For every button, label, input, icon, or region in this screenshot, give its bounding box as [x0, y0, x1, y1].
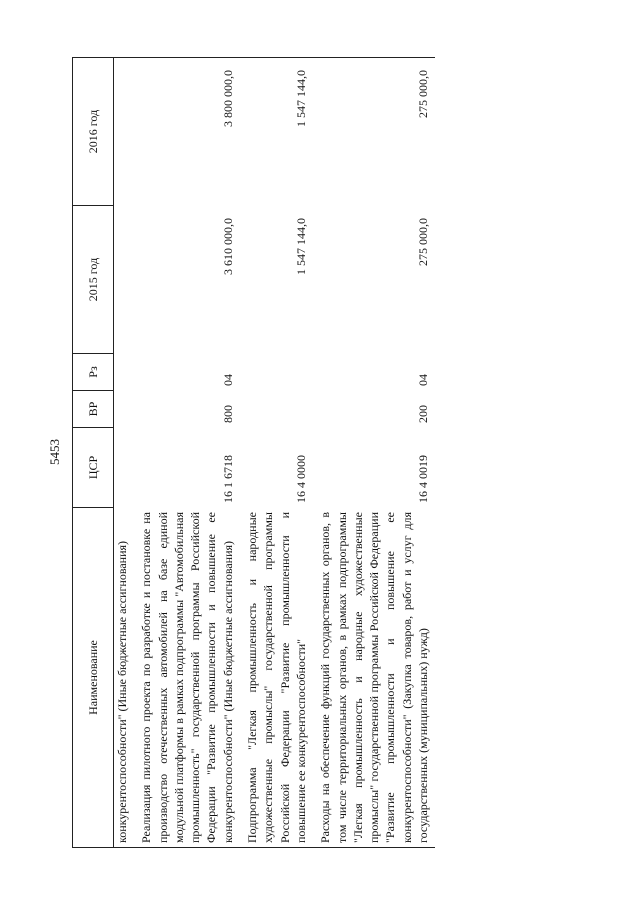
- row-csr: [114, 428, 135, 508]
- row-csr: 16 4 0019: [416, 455, 431, 503]
- row-name: Расходы на обеспечение функций государственных органов, в том числе территориальных органов, в рамках подпрограммы "Легкая промышленность и народные художественные промыслы" государственной программы Российской Федерации "Развитие промышленности и повышение ее конкурентоспособности" (Закупка товаров, работ и услуг для государственных (муниципальных) нужд): [313, 508, 435, 848]
- row-rz: [114, 354, 135, 391]
- row-2015: 1 547 144,0: [293, 218, 308, 275]
- row-rz: 04: [416, 374, 431, 386]
- header-name: Наименование: [73, 508, 114, 848]
- table-header-row: [73, 58, 114, 848]
- header-csr: ЦСР: [73, 428, 114, 508]
- table-row: [240, 58, 313, 848]
- row-name: Реализация пилотного проекта по разработке и постановке на производство отечественных автомобилей на базе единой модульной платформы в рамках подпрограммы "Автомобильная промышленность" государственной программы Российской Федерации "Развитие промышленности и повышение ее конкурентоспособности" (Иные бюджетные ассигнования): [134, 508, 240, 848]
- header-rz: Рз: [73, 354, 114, 391]
- header-vr: ВР: [73, 391, 114, 428]
- row-vr: 800: [220, 405, 235, 423]
- rotated-page-content: [72, 58, 580, 848]
- header-2015: 2015 год: [73, 206, 114, 354]
- budget-table: [72, 57, 435, 848]
- row-csr: 16 1 6718: [220, 455, 235, 503]
- row-2016: [114, 58, 135, 206]
- table-row: [134, 58, 240, 848]
- page-number: 5453: [47, 439, 62, 465]
- row-2015: [114, 206, 135, 354]
- row-2016: 275 000,0: [313, 58, 435, 206]
- row-2015: 275 000,0: [416, 218, 431, 266]
- row-name: конкурентоспособности" (Иные бюджетные ассигнования): [114, 508, 135, 848]
- row-vr: [240, 391, 313, 428]
- row-csr: 16 4 0000: [293, 455, 308, 503]
- row-vr: [114, 391, 135, 428]
- row-2016: 3 800 000,0: [134, 58, 240, 206]
- row-vr: 200: [416, 405, 431, 423]
- row-name: Подпрограмма "Легкая промышленность и народные художественные промыслы" государственной программы Российской Федерации "Развитие промышленности и повышение ее конкурентоспособности": [240, 508, 313, 848]
- table-row: [114, 58, 135, 848]
- row-rz: 04: [220, 374, 235, 386]
- row-rz: [240, 354, 313, 391]
- row-2015: 3 610 000,0: [220, 218, 235, 275]
- row-2016: 1 547 144,0: [240, 58, 313, 206]
- table-row: [313, 58, 435, 848]
- header-2016: 2016 год: [73, 58, 114, 206]
